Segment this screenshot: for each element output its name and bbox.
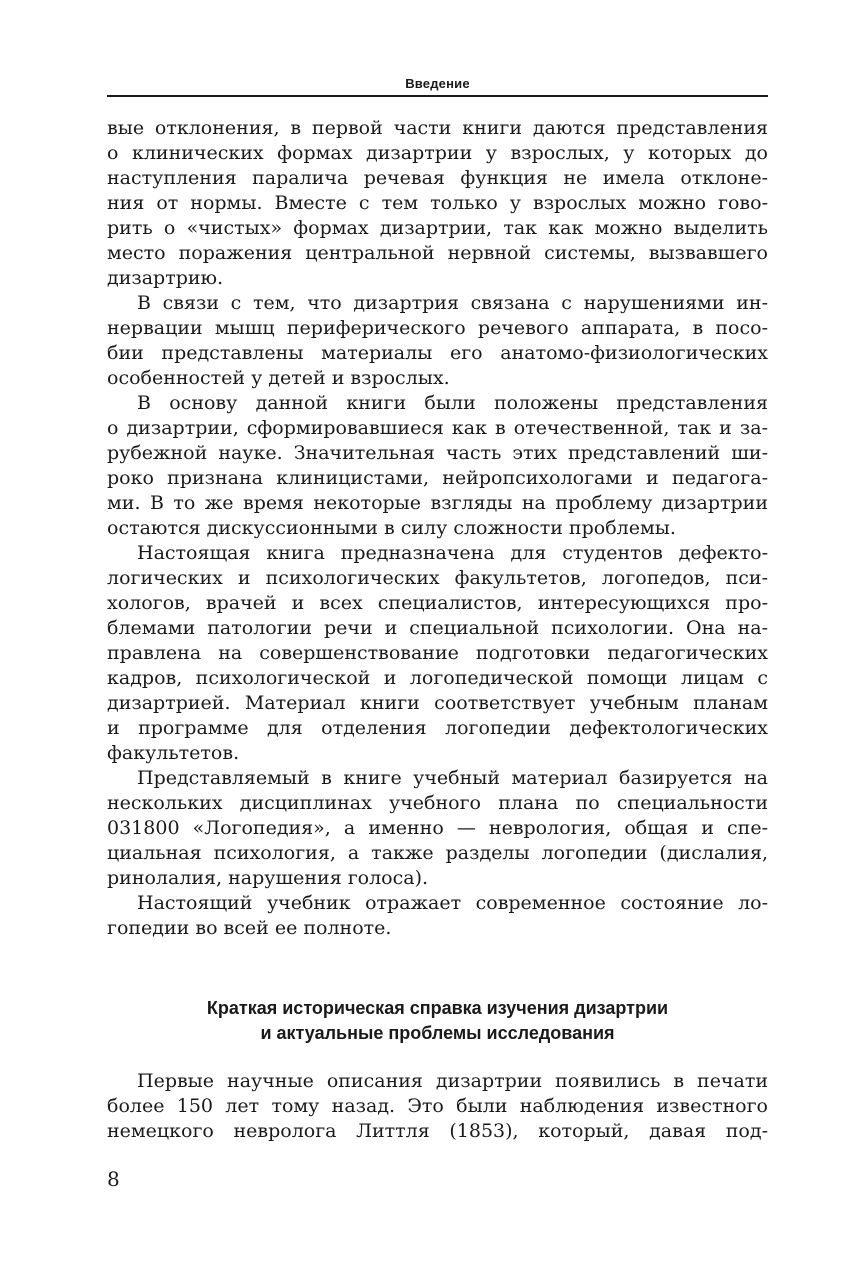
text-line: хологов, врачей и всех специалистов, интересующихся про- — [107, 592, 768, 614]
text-line: гопедии во всей ее полноте. — [107, 917, 392, 939]
paragraph — [107, 891, 768, 941]
text-line: вые отклонения, в первой части книги даются представления — [107, 117, 768, 139]
text-line: Представляемый в книге учебный материал базируется на — [137, 767, 768, 789]
text-line: более 150 лет тому назад. Это были наблюдения известного — [107, 1095, 768, 1117]
paragraph — [107, 291, 768, 391]
text-line: роко признана клиницистами, нейропсихологами и педагога- — [107, 467, 768, 489]
page-number: 8 — [107, 1167, 120, 1191]
section-heading — [107, 996, 768, 1046]
paragraph — [107, 541, 768, 766]
text-line: рубежной науке. Значительная часть этих представлений ши- — [107, 442, 768, 464]
text-line: ринолалия, нарушения голоса). — [107, 867, 429, 889]
text-line: нервации мышц периферического речевого аппарата, в посо- — [107, 317, 768, 339]
text-line: циальная психология, а также разделы логопедии (дислалия, — [107, 842, 768, 864]
text-line: кадров, психологической и логопедической помощи лицам с — [107, 667, 768, 689]
paragraph — [107, 391, 768, 541]
text-line: факультетов. — [107, 742, 240, 764]
running-head: Введение — [405, 76, 470, 91]
text-line: дизартрией. Материал книги соответствует учебным планам — [107, 692, 768, 714]
paragraph — [107, 766, 768, 891]
paragraph — [107, 116, 768, 291]
body-text — [107, 116, 768, 941]
text-line: дизартрию. — [107, 267, 224, 289]
section-heading-line: и актуальные проблемы исследования — [260, 1023, 615, 1043]
text-line: ми. В то же время некоторые взгляды на проблему дизартрии — [107, 492, 768, 514]
text-line: немецкого невролога Литтля (1853), который, давая под- — [107, 1120, 768, 1142]
text-line: о дизартрии, сформировавшиеся как в отечественной, так и за- — [107, 417, 768, 439]
text-line: о клинических формах дизартрии у взрослых, у которых до — [107, 142, 768, 164]
text-line: 031800 «Логопедия», а именно — неврология, общая и спе- — [107, 817, 768, 839]
header-rule — [107, 95, 768, 97]
text-line: Первые научные описания дизартрии появились в печати — [137, 1070, 768, 1092]
text-line: В связи с тем, что дизартрия связана с нарушениями ин- — [137, 292, 768, 314]
text-line: нескольких дисциплинах учебного плана по специальности — [107, 792, 768, 814]
text-line: остаются дискуссионными в силу сложности проблемы. — [107, 517, 676, 539]
text-line: рить о «чистых» формах дизартрии, так как можно выделить — [107, 217, 768, 239]
text-line: ния от нормы. Вместе с тем только у взрослых можно гово- — [107, 192, 768, 214]
text-line: место поражения центральной нервной системы, вызвавшего — [107, 242, 768, 264]
text-line: логических и психологических факультетов, логопедов, пси- — [107, 567, 768, 589]
text-line: Настоящая книга предназначена для студентов дефекто- — [137, 542, 768, 564]
text-line: особенностей у детей и взрослых. — [107, 367, 450, 389]
text-line: В основу данной книги были положены представления — [137, 392, 768, 414]
text-line: блемами патологии речи и специальной психологии. Она на- — [107, 617, 768, 639]
text-line: и программе для отделения логопедии дефектологических — [107, 717, 768, 739]
text-line: правлена на совершенствование подготовки педагогических — [107, 642, 768, 664]
section-heading-line: Краткая историческая справка изучения дизартрии — [206, 998, 669, 1018]
text-line: наступления паралича речевая функция не имела отклоне- — [107, 167, 768, 189]
text-line: Настоящий учебник отражает современное состояние ло- — [137, 892, 768, 914]
section-body — [107, 1069, 768, 1144]
text-line: бии представлены материалы его анатомо-физиологических — [107, 342, 768, 364]
